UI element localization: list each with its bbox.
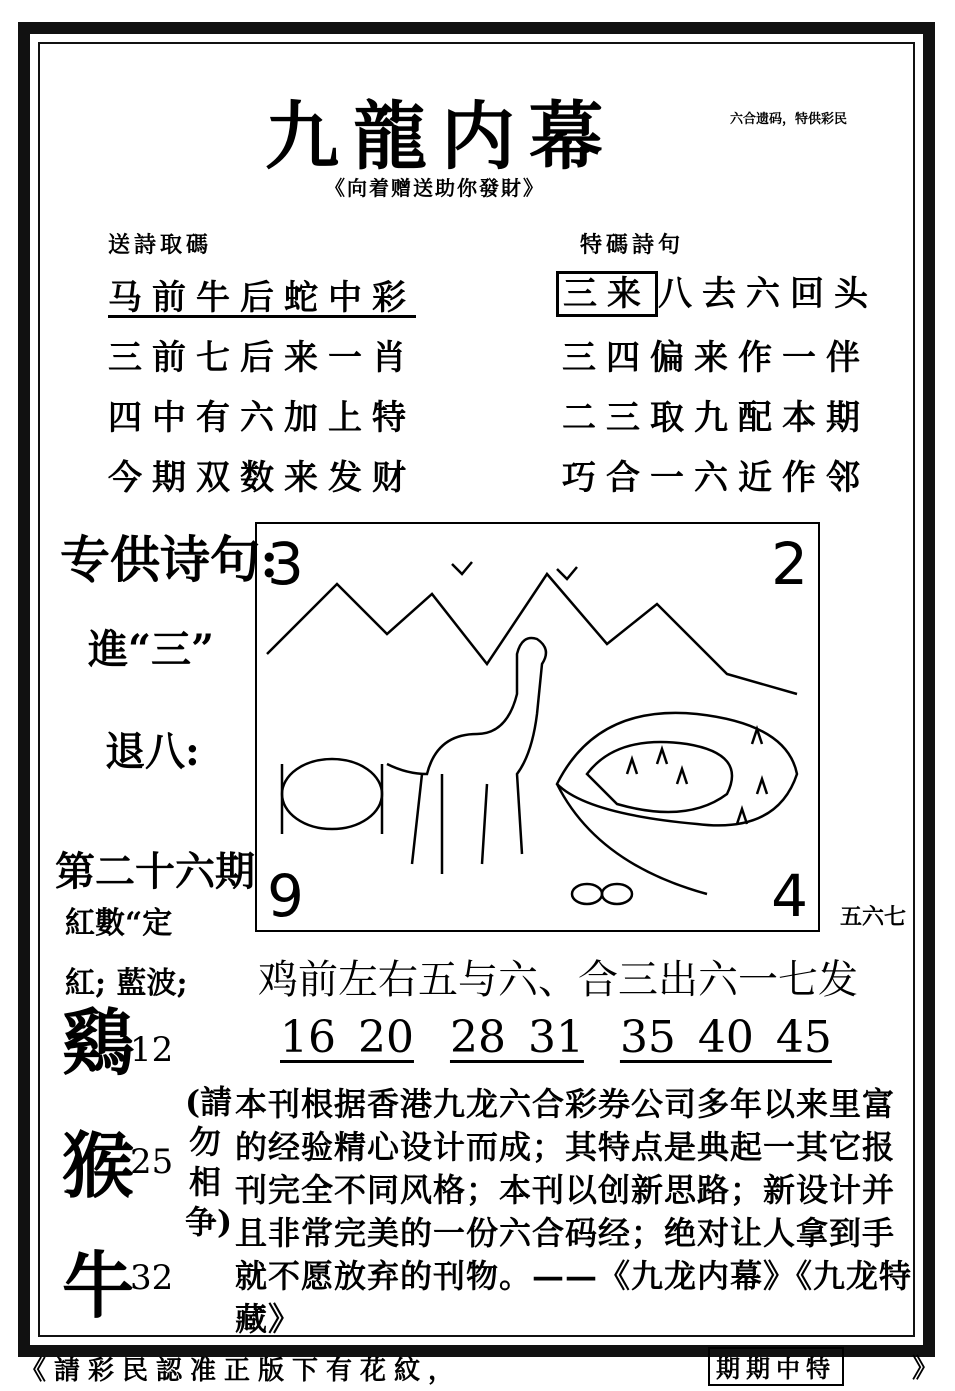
advance-label: 進“三” xyxy=(88,626,215,673)
right-poem-line-1 xyxy=(556,266,878,315)
red-blue-label: 紅; 藍波; xyxy=(65,966,188,1001)
description-paragraph: 本刊根据香港九龙六合彩券公司多年以来里富的经验精心设计而成；其特点是典起一其它报刊完全不同风格；本刊以创新思路；新设计并且非常完美的一份六合码经；绝对让人拿到手就不愿放弃的刊物。——《九龙内幕》《九龙特藏》 xyxy=(235,1085,913,1338)
page-title: 九龍内幕 xyxy=(265,94,617,180)
left-poem-heading: 送詩取碼 xyxy=(108,232,213,258)
cue-line: 鸡前左右五与六、合三出六一七发 xyxy=(258,957,858,1003)
left-poem-line-2: 三前七后来一肖 xyxy=(108,338,416,378)
title-note: 六合遗码，特供彩民 xyxy=(730,112,848,127)
zodiac-3-number: 32 xyxy=(130,1258,174,1298)
retreat-label: 退八: xyxy=(105,728,200,775)
issue-label: 第二十六期 xyxy=(55,848,255,895)
number-groups xyxy=(280,1012,846,1063)
zodiac-1: 鷄 xyxy=(62,1000,135,1085)
camel-landscape-illustration xyxy=(257,524,818,930)
right-poem-line-4: 巧合一六近作邻 xyxy=(562,458,870,498)
number-group-3: 35 40 45 xyxy=(619,1012,832,1063)
zodiac-1-number: 12 xyxy=(130,1030,174,1070)
vertical-note: (請勿相争) xyxy=(185,1083,233,1241)
left-poem-line-4: 今期双数来发财 xyxy=(108,458,416,498)
corner-number-bottom-right: 4 xyxy=(771,862,808,930)
right-poem-line-3: 二三取九配本期 xyxy=(562,398,870,438)
right-poem-line-2: 三四偏来作一伴 xyxy=(562,338,870,378)
red-fixed-label: 紅數“定 xyxy=(65,906,173,941)
corner-number-bottom-left: 9 xyxy=(267,862,304,930)
left-poem-line-3: 四中有六加上特 xyxy=(108,398,416,438)
number-group-1: 16 20 xyxy=(280,1012,414,1063)
corner-number-top-left: 3 xyxy=(267,530,304,598)
number-group-2: 28 31 xyxy=(449,1012,584,1063)
handwritten-note: 五六七 xyxy=(840,904,907,930)
right-poem-line-1-rest: 八去六回头 xyxy=(658,274,878,314)
left-poem-line-1: 马前牛后蛇中彩 xyxy=(108,278,416,318)
special-verse-label: 专供诗句: xyxy=(60,530,279,589)
footer-close: 》 xyxy=(912,1354,939,1384)
subtitle: 《向着赠送助你發財》 xyxy=(325,176,545,200)
corner-number-top-right: 2 xyxy=(771,530,808,598)
zodiac-2-number: 25 xyxy=(130,1142,174,1182)
illustration-frame xyxy=(255,522,820,932)
footer-text: 《請彩民認准正版下有花紋， xyxy=(20,1356,463,1386)
boxed-phrase: 三来 xyxy=(556,271,658,317)
zodiac-2: 猴 xyxy=(62,1123,135,1208)
right-poem-heading: 特碼詩句 xyxy=(580,232,685,258)
zodiac-3: 牛 xyxy=(62,1243,135,1328)
footer-stamp: 期期中特 xyxy=(708,1347,844,1386)
